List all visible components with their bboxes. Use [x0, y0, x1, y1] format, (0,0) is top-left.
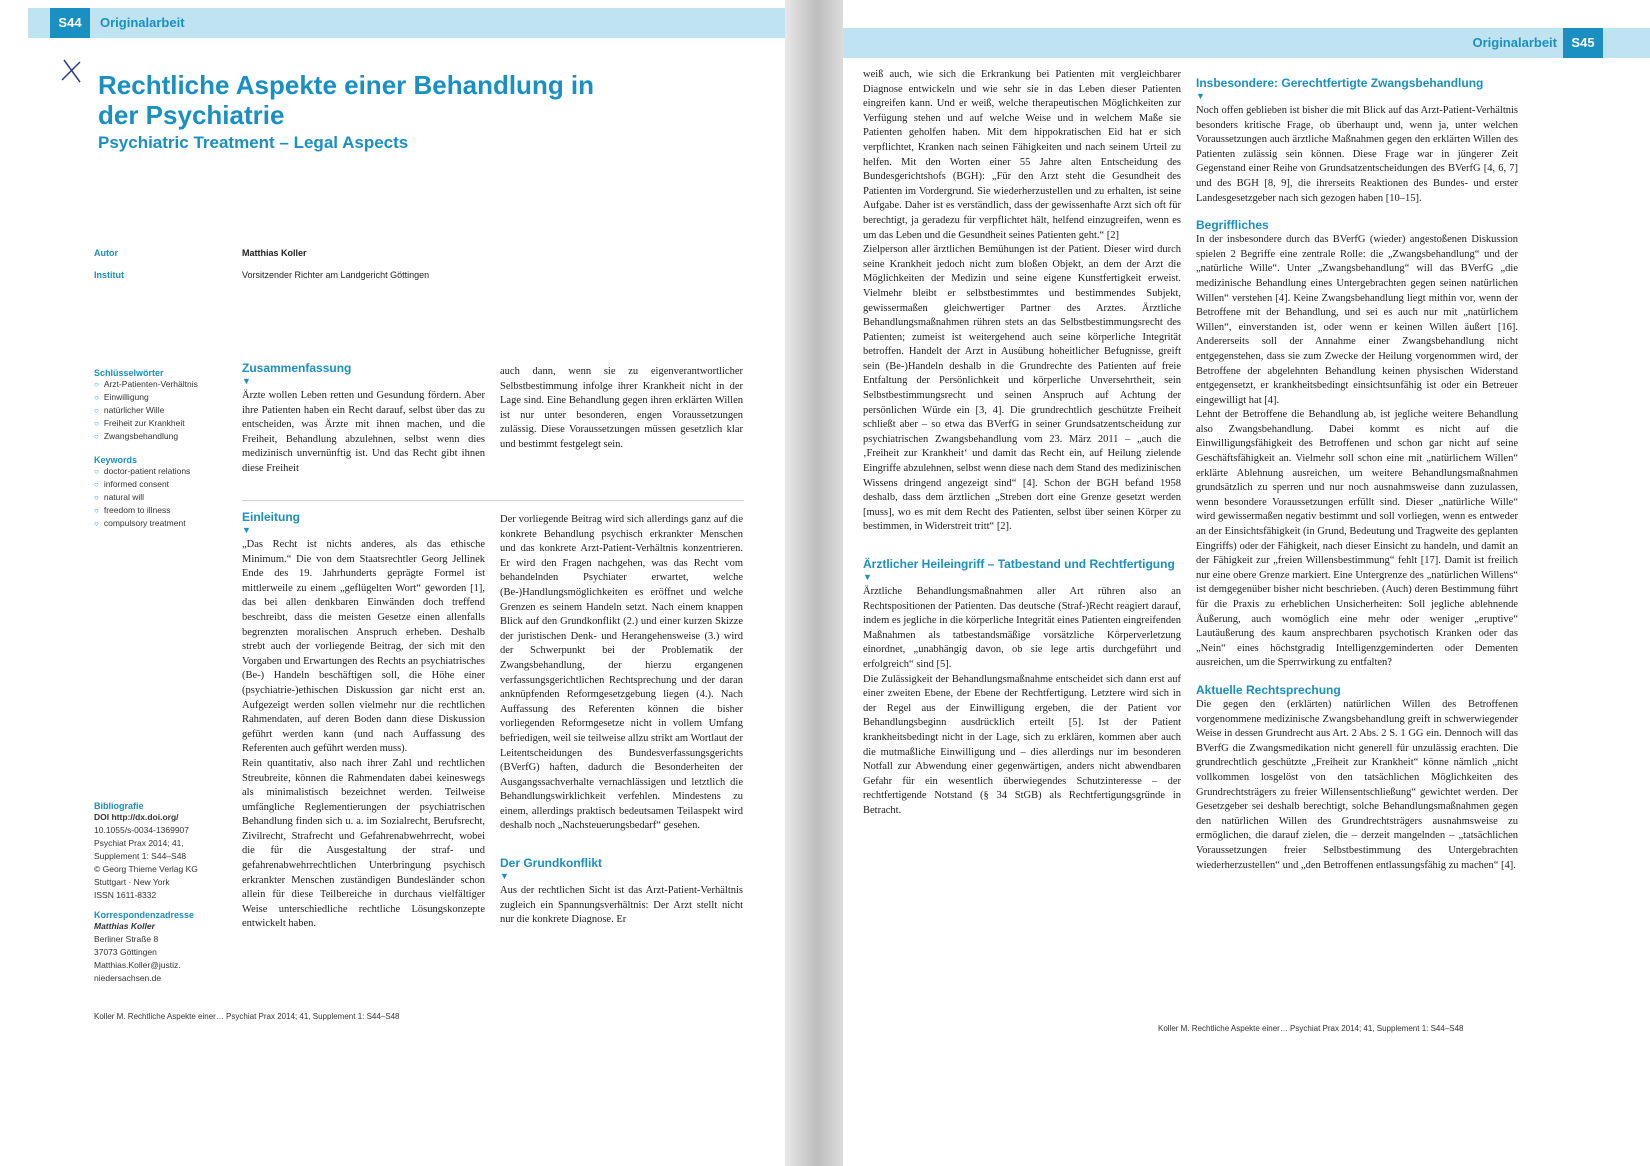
keywords-de-heading: Schlüsselwörter [94, 368, 164, 378]
page-number: S44 [50, 8, 90, 38]
meta-key-author: Autor [94, 248, 118, 258]
correspondence-name: Matthias Koller [94, 921, 155, 931]
keyword-item: ○ Arzt-Patienten-Verhältnis [94, 378, 234, 391]
body-paragraph: weiß auch, wie sich die Erkrankung bei Patienten mit vergleichbarer Diagnose entwickeln und wie sehr sie in das Leben dieser Patienten eingreifen kann. Und er weiß, welche therapeutischen Möglichkeiten zur Verfügung stehen und auf welche Weise und in welchem Maße sie Patienten geholfen haben. Mit dem hippokratischen Eid hat er sich verpflichtet, Kranken nach seinen Fähigkeiten und nach seinem Urteil zu helfen. Mit den Worten einer 55 Jahre alten Entscheidung des Bundesgerichtshofs (BGH): „Für den Arzt steht die Gesundheit des Patienten im Vordergrund. Sie wiederherzustellen und zu erhalten, ist seine Aufgabe. Daher ist es verständlich, dass der gewissenhafte Arzt sich oft für berechtigt, ja geradezu für verpflichtet hält, helfend einzugreifen, wenn es um das Leben und die Gesundheit seines Patienten geht.“ [2] [863, 69, 1181, 241]
keyword-item: ○ informed consent [94, 478, 234, 491]
triangle-down-icon: ▼ [1196, 91, 1205, 101]
body-paragraph: In der insbesondere durch das BVerfG (wieder) angestoßenen Diskussion spielen 2 Begriffe eine zentrale Rolle: die „Zwangsbehandlung“ und der „natürliche Wille“. Unter „Zwangsbehandlung“ will das BVerfG „die medizinische Behandlung eines Untergebrachten gegen seinen natürlichen Willen“ verstehen [4]. Keine Zwangsbehandlung liegt mithin vor, wenn der Betroffene mit der Behandlung, und sei es auch nur mit „natürlichem Willen“, einverstanden ist, oder wenn er keinen Willen äußert [16]. Andererseits soll der Annahme einer Zwangsbehandlung nicht entgegenstehen, dass sie zum Zwecke der Heilung vorgenommen wird, der Betroffene der abgelehnten Behandlung keinen physischen Widerstand entgegensetzt, er krankheitsbedingt einsichtsunfähig ist oder ein Betreuer eingewilligt hat [4]. [1196, 234, 1518, 406]
begriffliches-heading: Begriffliches [1196, 218, 1269, 233]
keyword-item: ○ Zwangsbehandlung [94, 430, 234, 443]
article-subtitle: Psychiatric Treatment – Legal Aspects [98, 133, 409, 152]
correspondence-heading: Korrespondenzadresse [94, 910, 195, 920]
correspondence-line: Berliner Straße 8 [94, 934, 159, 944]
intro-heading: Einleitung [242, 510, 300, 524]
biblio-line: 10.1055/s-0034-1369907 [94, 825, 189, 835]
body-col-2 [500, 513, 743, 928]
abstract-text-cont: auch dann, wenn sie zu eigenverantwortlicher Selbstbestimmung infolge ihrer Krankheit nicht in der Lage sind. Eine Behandlung gegen ihren erklärten Willen ist nur unter besonderen, engen Voraussetzungen zulässig. Diese Voraussetzungen müssen gesetzlich klar und bestimmt festgelegt sein. [500, 366, 743, 450]
meta-value-institute: Vorsitzender Richter am Landgericht Göttingen [242, 270, 430, 280]
keywords-en-list [94, 465, 234, 530]
body-col-1 [863, 68, 1181, 819]
body-col-1 [242, 510, 485, 932]
biblio-line: DOI http://dx.doi.org/ [94, 812, 179, 822]
biblio-line: Psychiat Prax 2014; 41, [94, 838, 184, 848]
body-paragraph: Die Zulässigkeit der Behandlungsmaßnahme entscheidet sich dann erst auf einer zweiten Ebene, der Ebene der Rechtfertigung. Letztere wird sich in der Regel aus der Einwilligung ergeben, die der Patient vor Behandlungsbeginn ausdrücklich erteilt [5]. Ist der Patient krankheitsbedingt nicht in der Lage, sich zu erklären, kommen aber auch die mutmaßliche Einwilligung und – dies allerdings nur im besonderen Notfall zur Abwendung einer gegenwärtigen, anders nicht abwendbaren Gefahr für ein wesentlich überwiegendes Schutzinteresse – der rechtfertigende Notstand (§ 34 StGB) als Rechtfertigungsgründe in Betracht. [863, 673, 1181, 816]
article-title: Rechtliche Aspekte einer Behandlung in der Psychiatrie [98, 70, 595, 130]
abstract-col-2 [500, 365, 743, 453]
biblio-line: Supplement 1: S44–S48 [94, 851, 187, 861]
body-paragraph: Der vorliegende Beitrag wird sich allerdings ganz auf die konkrete Behandlung psychisch erkrankter Menschen und das konkrete Arzt-Patient-Verhältnis konzentrieren. Er wird den Fragen nachgehen, was das Recht vom behandelnden Psychiater erwartet, welche (Be-)Handlungsmöglichkeiten es eröffnet und welche Grenzen es seinem Handeln setzt. Nach einem knappen Blick auf den Grundkonflikt (2.) und einer kurzen Skizze der juristischen Denk- und Herangehensweise (3.) wird der Schwerpunkt bei der Problematik der Zwangsbehandlung, der hierzu ergangenen verfassungsgerichtlichen Rechtsprechung und der daran anknüpfenden Reformgesetzgebung liegen (4.). Nach Auffassung des Referenten können die bisher vorliegenden Reformgesetze nicht in vollem Umfang befriedigen, weil sie teilweise allzu strikt am Wortlaut der Leitentscheidungen des Bundesverfassungsgerichts (BVerfG) haften, dadurch die Besonderheiten der Ausgangssachverhalte vernachlässigen und letztlich die Behandlungswirklichkeit verfehlen. Mindestens zu einem, allerdings praktisch bedeutsamen Teilaspekt wird deshalb noch „Nachsteuerungsbedarf“ gesehen. [500, 514, 744, 832]
book-gutter [785, 0, 843, 1166]
correspondence-line: 37073 Göttingen [94, 947, 157, 957]
keywords-sidebar [94, 368, 234, 530]
conflict-heading: Der Grundkonflikt [500, 856, 603, 871]
intro-paragraph: „Das Recht ist nichts anderes, als das ethische Minimum.“ Die von dem Staatsrechtler Georg Jellinek Ende des 19. Jahrhunderts geprägte Formel ist mittlerweile zu einem „geflügelten Wort“ geworden [1], das bei allen denkbaren Einwänden doch treffend beschreibt, dass die meisten Gesetze einen allenfalls begrenzten moralischen Anspruch erheben. Deshalb strebt auch der vorliegende Beitrag, der sich mit den Vorgaben und Erwartungen des Rechts an psychiatrisches (Be-) Handeln beschäftigen soll, die Höhe einer (psychiatrie-)ethischen Diskussion gar nicht erst an. Aufgezeigt werden sollen vielmehr nur die rechtlichen Rahmendaten, auf deren Boden dann diese Diskussion geführt werden kann (und nach Auffassung des Referenten auch geführt werden muss). [242, 539, 485, 755]
body-paragraph: Die gegen den (erklärten) natürlichen Willen des Betroffenen vorgenommene medizinische Zwangsbehandlung greift in schwerwiegender Weise in dessen Grundrecht aus Art. 2 Abs. 2 S. 1 GG ein. Dennoch will das BVerfG die Zwangsmedikation nicht generell für unzulässig erachten. Die grundrechtlich geschützte „Freiheit zur Krankheit“ könne nämlich „nicht vollkommen losgelöst von den tatsächlichen Möglichkeiten des Grundrechtsträgers zu freier Willensentschließung“ gewichtet werden. Der Gesetzgeber sei deshalb berechtigt, solche Behandlungsmaßnahmen gegen den natürlichen Willen des Grundrechtsträgers ausnahmsweise zu ermöglichen, die darauf zielen, die – derzeit mangelnden – „tatsächlichen Voraussetzungen freier Selbstbestimmung des Untergebrachten wiederherzustellen“ und „den Betroffenen entlassungsfähig zu machen“ [4]. [1196, 698, 1518, 871]
body-col-2 [1196, 76, 1518, 873]
keywords-de-list [94, 378, 234, 443]
body-paragraph: Noch offen geblieben ist bisher die mit Blick auf das Arzt-Patient-Verhältnis besonders kritische Frage, ob überhaupt und, wenn ja, unter welchen Voraussetzungen auch ärztliche Maßnahmen gegen den erklärten Willen des Patienten zulässig sein können. Diese Frage war in jüngerer Zeit Gegenstand einer Reihe von Grundsatzentscheidungen des BVerfG [4, 6, 7] und des BGH [8, 9], die ihrerseits Reaktionen des Bundes- und erster Landesgesetzgeber nach sich gezogen haben [10–15]. [1196, 105, 1518, 204]
keyword-item: ○ freedom to illness [94, 504, 234, 517]
x-mark-icon [58, 56, 86, 84]
abstract-text: Ärzte wollen Leben retten und Gesundung fördern. Aber ihre Patienten haben ein Recht darauf, selbst über das zu entscheiden, was Ärzte mit ihnen machen, und die Freiheit, Behandlung abzulehnen, selbst wenn dies medizinisch unvernünftig ist. Und das Recht gibt ihnen diese Freiheit [242, 390, 485, 474]
triangle-down-icon: ▼ [242, 376, 251, 386]
keyword-item: ○ natürlicher Wille [94, 404, 234, 417]
keywords-en-heading: Keywords [94, 455, 138, 465]
biblio-line: ISSN 1611-8332 [94, 890, 157, 900]
keyword-item: ○ natural will [94, 491, 234, 504]
page-footer: Koller M. Rechtliche Aspekte einer… Psychiat Prax 2014; 41, Supplement 1: S44–S48 [94, 1012, 400, 1021]
intro-paragraph: Rein quantitativ, also nach ihrer Zahl und rechtlichen Streubreite, können die Rahmendaten dabei keineswegs als minimalistisch bezeichnet werden. Teilweise umfängliche Reglementierungen der psychiatrischen Behandlung finden sich u. a. im Sozialrecht, Berufsrecht, Zivilrecht, Strafrecht und Gefahrenabwehrrecht, wobei die für die Ausgestaltung der straf- und gefahrenabwehrrechtlichen Unterbringung psychisch erkrankter Menschen zuständigen Bundesländer schon allein für diese Teilbereiche in durchaus vielfältiger Weise unterschiedliche rechtliche Lösungskonzepte entwickelt haben. [242, 757, 485, 930]
keyword-item: ○ compulsory treatment [94, 517, 234, 530]
divider [242, 500, 744, 501]
body-paragraph: Zielperson aller ärztlichen Bemühungen ist der Patient. Dieser wird durch seine Krankheit jedoch nicht zum bloßen Objekt, an dem der Arzt die Möglichkeiten der Medizin und seine eigene Kunstfertigkeit erweist. Vielmehr bleibt er selbstbestimmtes und bestimmendes Subjekt, gewissermaßen gleichwertiger Partner des Arztes. Ärztliche Behandlungsmaßnahmen rühren stets an das Selbstbestimmungsrecht des Patienten; zumeist ist weitergehend auch seine körperliche Integrität betroffen. Handelt der Arzt in Ausübung hoheitlicher Befugnisse, greift sein (Be-)Handeln deshalb in die Grundrechte des Patienten auf freie Entfaltung der Persönlichkeit und körperliche Unversehrtheit, sein Selbstbestimmungsrecht und seinen Anspruch auf Achtung der persönlichen Würde ein [3, 4]. Die grundrechtlich geschützte Freiheit schließt aber – so etwa das BVerfG in seiner Grundsatzentscheidung zur psychiatrischen Zwangsbehandlung vom 23. März 2011 – „auch die ‚Freiheit zur Krankheit‘ und damit das Recht ein, auf Heilung zielende Eingriffe abzulehnen, selbst wenn diese nach dem Stand des medizinischen Wissens dringend angezeigt sind“ [4]. Schon der BGH befand 1958 deshalb, dass dem ärztlichen „Streben dort eine Grenze gesetzt werden [muss], wo es mit dem Recht des Patienten, selbst über seinen Körper zu bestimmen, in Widerstreit tritt“ [2]. [863, 244, 1181, 533]
conflict-paragraph: Aus der rechtlichen Sicht ist das Arzt-Patient-Verhältnis zugleich ein Spannungsverhältnis: Der Arzt stellt nicht nur die konkrete Diagnose. Er [500, 885, 743, 926]
page-number: S45 [1563, 28, 1603, 58]
bibliography-block [94, 801, 234, 985]
triangle-down-icon: ▼ [242, 525, 251, 535]
body-paragraph: Lehnt der Betroffene die Behandlung ab, ist jegliche weitere Behandlung also Zwangsbehandlung. Dabei kommt es nicht auf die Einwilligungsfähigkeit des Betroffenen und schon gar nicht auf seine Geschäftsfähigkeit an. Vielmehr soll schon eine mit „natürlichem Willen“ erklärte Ablehnung ausreichen, um weitere Behandlungsmaßnahmen grundsätzlich zu sperren und nur noch ausnahmsweise dann zuzulassen, wenn besondere Voraussetzungen erfüllt sind. Dieser „natürliche Wille“ wird gewissermaßen negativ bestimmt und soll vorliegen, wenn es entweder an der Einsichtsfähigkeit (in Grund, Bedeutung und Tragweite des geplanten Eingriffs) oder der Fähigkeit, nach dieser Einsicht zu handeln, und damit an der Fähigkeit zur „freien Willensbestimmung“ fehlt [17]. Damit ist freilich nur eine obere Grenze markiert. Eine Untergrenze des „natürlichen Willens“ ist demgegenüber bisher nicht beschrieben. (Auch) deren Bestimmung führt für die Praxis zu erheblichen Unsicherheiten: Soll jegliche ablehnende Äußerung, auch womöglich eine mehr oder weniger „eruptive“ Lautäußerung des kaum ansprechbaren psychotisch Kranken oder das „Nein“ eines höchstgradig Intelligenzgeminderten oder Dementen ausreichen, um die Sperrwirkung zu entfalten? [1196, 409, 1518, 669]
triangle-down-icon: ▼ [863, 572, 872, 582]
section-label: Originalarbeit [1472, 35, 1557, 50]
biblio-line: Stuttgart · New York [94, 877, 170, 887]
biblio-line: © Georg Thieme Verlag KG [94, 864, 198, 874]
abstract-heading: Zusammenfassung [242, 361, 352, 375]
correspondence-line: niedersachsen.de [94, 973, 162, 983]
heileingriff-heading: Ärztlicher Heileingriff – Tatbestand und Rechtfertigung [863, 557, 1175, 571]
rechtsprechung-heading: Aktuelle Rechtsprechung [1196, 682, 1341, 697]
meta-value-author: Matthias Koller [242, 248, 307, 258]
keyword-item: ○ doctor-patient relations [94, 465, 234, 478]
correspondence-line: Matthias.Koller@justiz. [94, 960, 181, 970]
left-page [28, 8, 785, 1108]
keyword-item: ○ Freiheit zur Krankheit [94, 417, 234, 430]
body-paragraph: Ärztliche Behandlungsmaßnahmen aller Art rühren also an Rechtspositionen der Patienten. Das deutsche (Straf-)Recht reagiert darauf, indem es jegliche in die körperliche Integrität eines Patienten eingreifenden Maßnahmen als tatbestandsmäßige vorsätzliche Körperverletzung einordnet, „unabhängig davon, ob sie lege artis durchgeführt und erfolgreich“ sind [5]. [863, 586, 1181, 670]
triangle-down-icon: ▼ [500, 871, 509, 882]
abstract-col-1 [242, 361, 485, 477]
right-page [843, 8, 1650, 1108]
keyword-item: ○ Einwilligung [94, 391, 234, 404]
section-label: Originalarbeit [100, 15, 185, 30]
meta-key-institute: Institut [94, 270, 124, 280]
biblio-heading: Bibliografie [94, 801, 144, 811]
insbesondere-heading: Insbesondere: Gerechtfertigte Zwangsbehandlung [1196, 76, 1484, 90]
page-footer: Koller M. Rechtliche Aspekte einer… Psychiat Prax 2014; 41, Supplement 1: S44–S48 [1158, 1024, 1464, 1033]
